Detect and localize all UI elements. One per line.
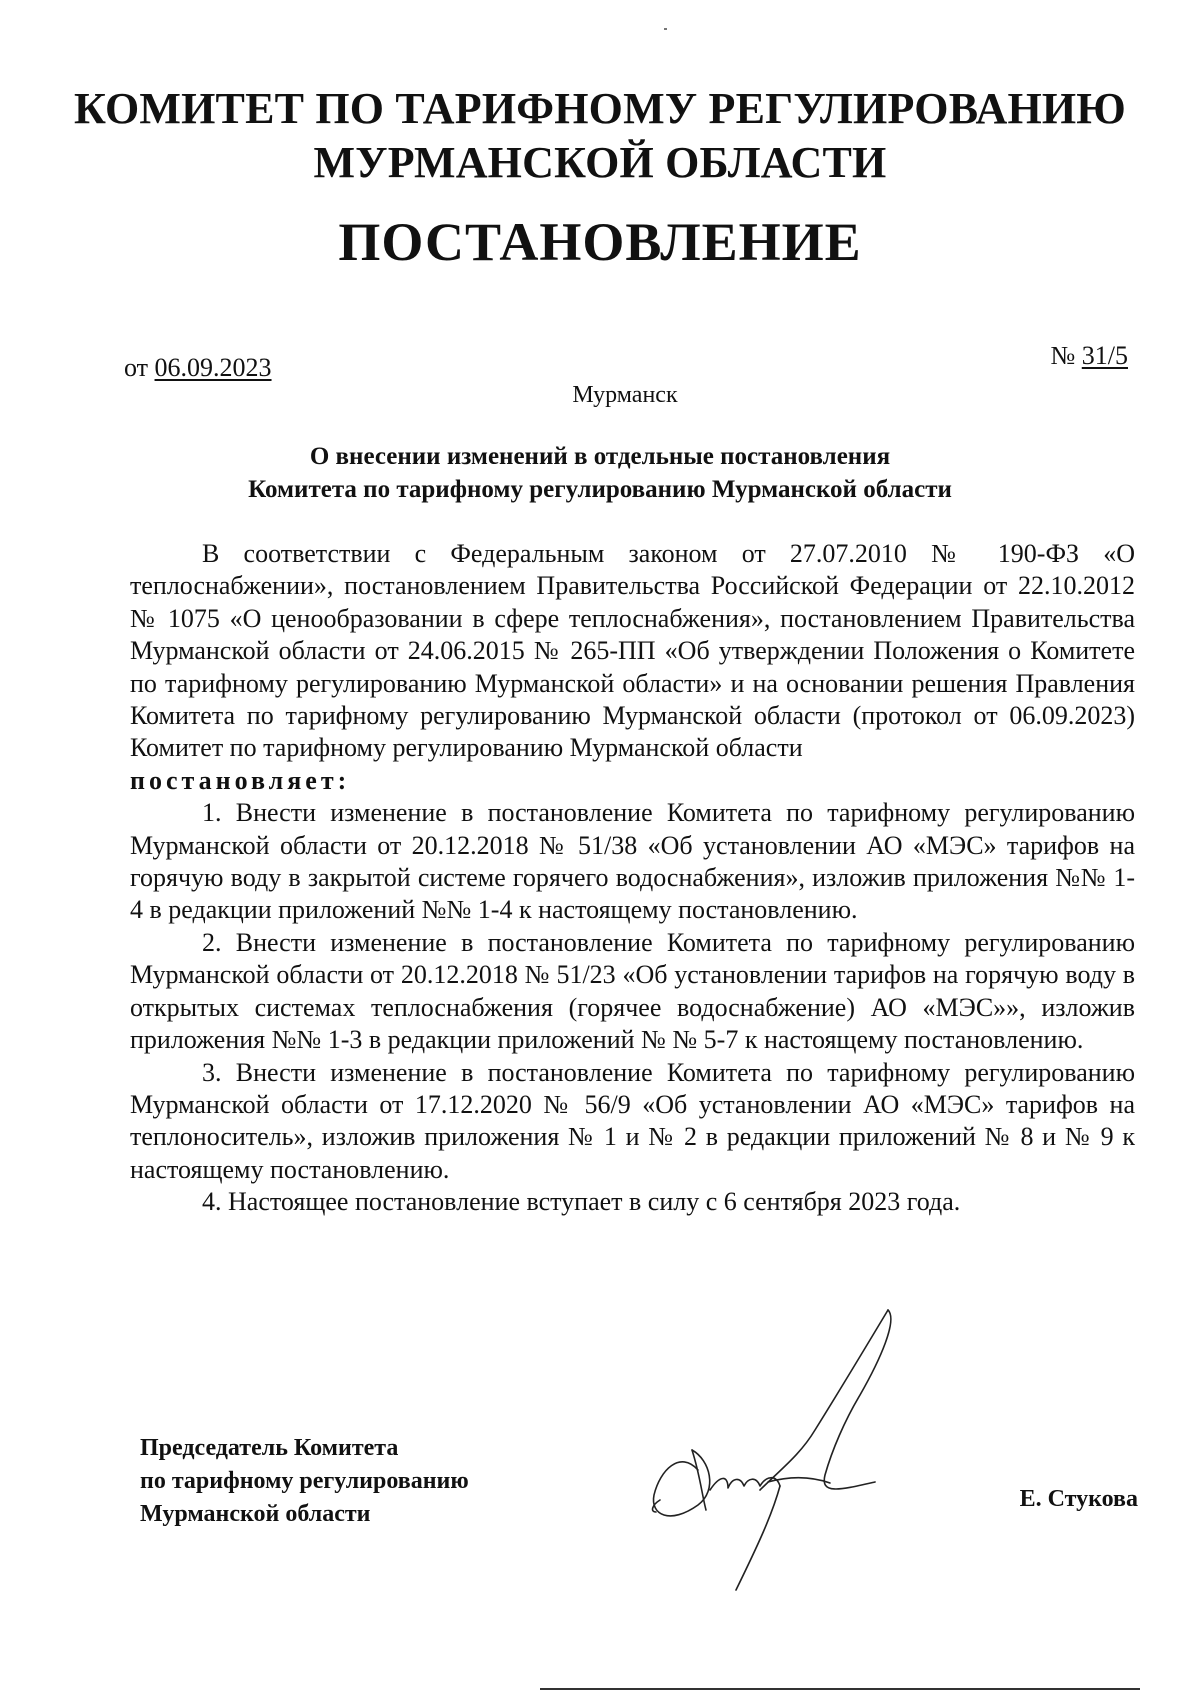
committee-line-1: КОМИТЕТ ПО ТАРИФНОМУ РЕГУЛИРОВАНИЮ [73, 84, 1127, 133]
resolves-word: постановляет: [130, 765, 351, 795]
committee-name [0, 82, 1200, 190]
scan-edge-line [540, 1688, 1140, 1690]
date-prefix: от [124, 353, 149, 382]
number-prefix: № [1050, 341, 1076, 370]
resolution-item-4: 4. Настоящее постановление вступает в силу с 6 сентября 2023 года. [202, 1187, 961, 1217]
signatory-title-line-3: Мурманской области [140, 1501, 371, 1527]
city: Мурманск [572, 382, 678, 408]
document-number [1050, 340, 1128, 372]
signatory-title-line-1: Председатель Комитета [140, 1435, 399, 1461]
document-body [130, 538, 1135, 1219]
document-subject [0, 440, 1200, 506]
signatory-title [140, 1432, 469, 1531]
scan-speck [664, 28, 667, 30]
resolution-item-3: 3. Внести изменение в постановление Комитета по тарифному регулированию Мурманской области от 17.12.2020 № 56/9 «Об установлении АО «МЭС» тарифов на теплоноситель», изложив приложения № 1 и № 2 в редакции приложений № 8 и № 9 к настоящему постановлению. [130, 1057, 1135, 1184]
subject-line-1: О внесении изменений в отдельные постановления [309, 443, 891, 470]
document-type-title: ПОСТАНОВЛЕНИЕ [338, 212, 862, 272]
preamble-paragraph: В соответствии с Федеральным законом от 27.07.2010 № 190-ФЗ «О теплоснабжении», постановлением Правительства Российской Федерации от 22.10.2012 № 1075 «О ценообразовании в сфере теплоснабжения», постановлением Правительства Мурманской области от 24.06.2015 № 265-ПП «Об утверждении Положения о Комитете по тарифному регулированию Мурманской области» и на основании решения Правления Комитета по тарифному регулированию Мурманской области (протокол от 06.09.2023) Комитет по тарифному регулированию Мурманской области [130, 539, 1135, 763]
resolution-item-1: 1. Внести изменение в постановление Комитета по тарифному регулированию Мурманской области от 20.12.2018 № 51/38 «Об установлении АО «МЭС» тарифов на горячую воду в закрытой системе горячего водоснабжения», изложив приложения №№ 1-4 в редакции приложений №№ 1-4 к настоящему постановлению. [130, 798, 1135, 925]
resolution-items [130, 797, 1135, 1218]
number-value: 31/5 [1081, 341, 1128, 370]
handwritten-signature [640, 1300, 920, 1600]
signatory-name: Е. Стукова [1019, 1486, 1138, 1512]
subject-line-2: Комитета по тарифному регулированию Мурманской области [248, 476, 952, 503]
date-value: 06.09.2023 [154, 353, 272, 382]
signatory-title-line-2: по тарифному регулированию [140, 1468, 469, 1494]
resolution-item-2: 2. Внести изменение в постановление Комитета по тарифному регулированию Мурманской области от 20.12.2018 № 51/23 «Об установлении тарифов на горячую воду в открытых системах теплоснабжения (горячее водоснабжение) АО «МЭС»», изложив приложения №№ 1-3 в редакции приложений № № 5-7 к настоящему постановлению. [130, 927, 1135, 1055]
committee-line-2: МУРМАНСКОЙ ОБЛАСТИ [313, 138, 887, 187]
